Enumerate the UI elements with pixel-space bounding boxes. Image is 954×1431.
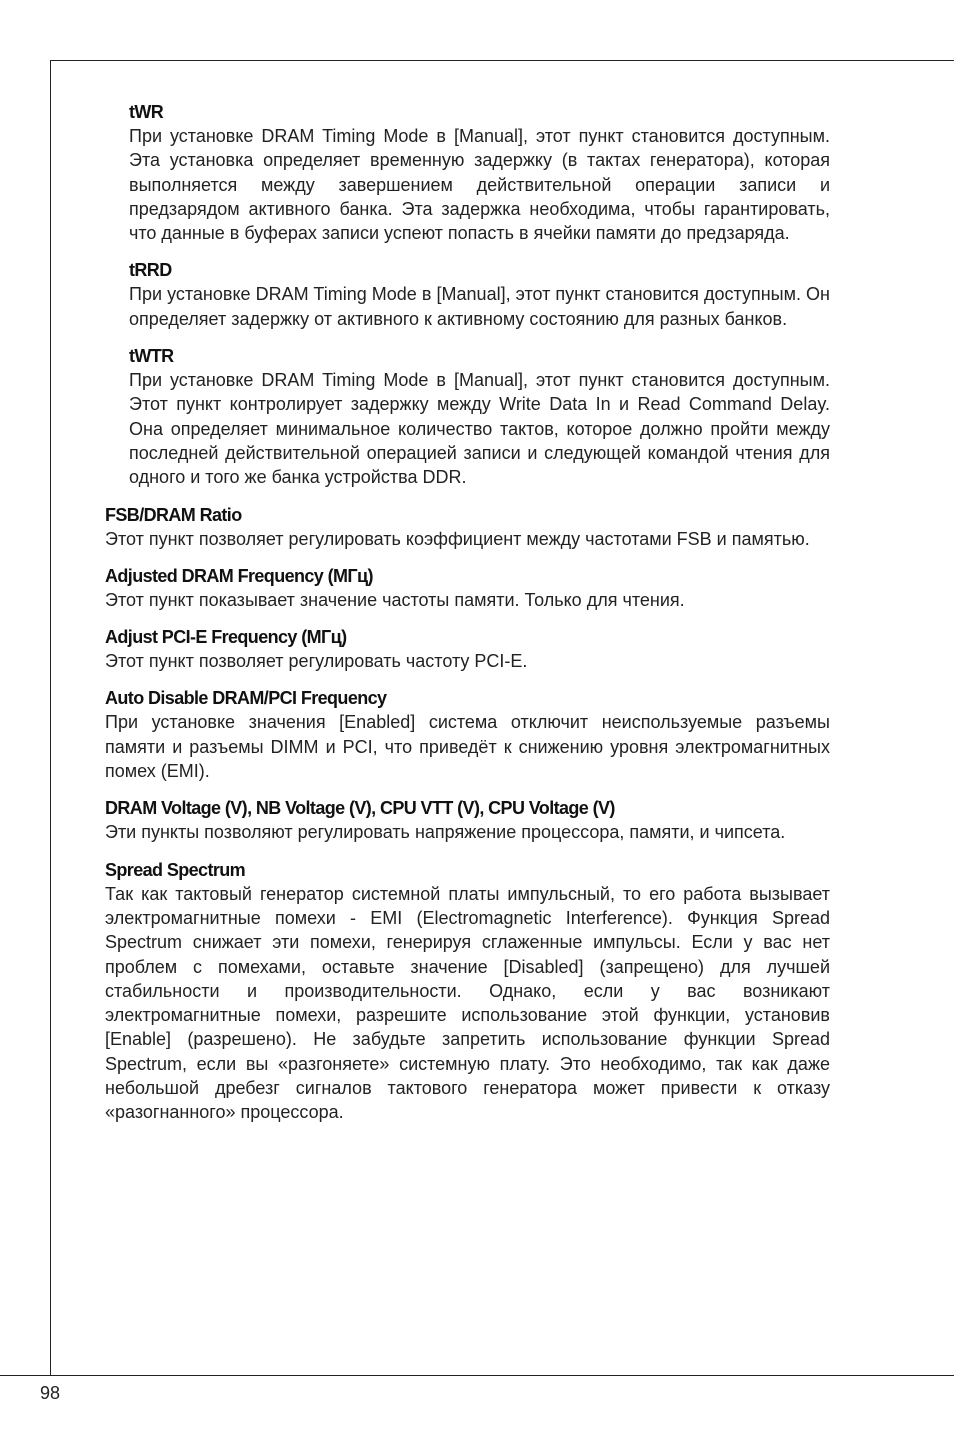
section-paragraph: Этот пункт позволяет регулировать частоту PCI-E. [105,651,528,672]
section-paragraph: При установке DRAM Timing Mode в [Manual], этот пункт становится доступным. Эта установка определяет временную задержку (в тактах генератора), которая выполняется между завершением действительной операции записи и предзарядом активного банка. Эта задержка необходима, чтобы гарантировать, что данные в буферах записи успеют попасть в ячейки памяти до предзаряда. [129,126,830,244]
section-heading: Auto Disable DRAM/PCI Frequency [105,688,387,709]
section-auto-disable-dram-pci [105,686,830,783]
section-heading: Spread Spectrum [105,859,246,880]
section-twtr [129,344,830,489]
section-adjusted-dram-frequency [105,564,830,612]
section-paragraph: Так как тактовый генератор системной платы импульсный, то его работа вызывает электромагнитные помехи - EMI (Electromagnetic Interference). Функция Spread Spectrum снижает эти помехи, генерируя сглаженные импульсы. Если у вас нет проблем с помехами, оставьте значение [Disabled] (запрещено) для лучшей стабильности и производительности. Однако, если у вас возникают электромагнитные помехи, разрешите использование этой функции, установив [Enable] (разрешено). Не забудьте запретить использование функции Spread Spectrum, если вы «разгоняете» системную плату. Это необходимо, так как даже небольшой дребезг сигналов тактового генератора может привести к отказу «разогнанного» процессора. [105,883,830,1123]
section-fsb-dram-ratio [105,503,830,551]
section-heading: tRRD [129,260,172,281]
section-trrd [129,258,830,331]
section-paragraph: При установке значения [Enabled] система отключит неиспользуемые разъемы памяти и разъемы DIMM и PCI, что приведёт к снижению уровня электромагнитных помех (EMI). [105,712,830,782]
section-paragraph: Эти пункты позволяют регулировать напряжение процессора, памяти, и чипсета. [105,822,786,843]
section-voltages [105,796,830,844]
section-spread-spectrum [105,858,830,1125]
section-twr [129,100,830,245]
section-heading: FSB/DRAM Ratio [105,504,242,525]
section-adjust-pcie-frequency [105,625,830,673]
section-heading: DRAM Voltage (V), NB Voltage (V), CPU VTT (V), CPU Voltage (V) [105,798,615,819]
page-frame-bottom-rule [0,1375,954,1376]
section-heading: Adjust PCI-E Frequency (МГц) [105,627,347,648]
section-paragraph: Этот пункт показывает значение частоты памяти. Только для чтения. [105,589,685,610]
page-frame-top-rule [50,60,954,61]
section-heading: Adjusted DRAM Frequency (МГц) [105,565,373,586]
section-paragraph: При установке DRAM Timing Mode в [Manual], этот пункт становится доступным. Этот пункт контролирует задержку между Write Data In и Read Command Delay. Она определяет минимальное количество тактов, которое должно пройти между последней действительной операцией записи и следующей командой чтения для одного и того же банка устройства DDR. [129,370,830,488]
page-frame-left-rule [50,60,51,1375]
document-body [105,100,830,1138]
section-heading: tWTR [129,346,174,367]
section-heading: tWR [129,102,164,122]
section-paragraph: При установке DRAM Timing Mode в [Manual], этот пункт становится доступным. Он определяет задержку от активного к активному состоянию для разных банков. [129,284,830,329]
section-paragraph: Этот пункт позволяет регулировать коэффициент между частотами FSB и памятью. [105,528,810,549]
page-number: 98 [40,1383,61,1403]
